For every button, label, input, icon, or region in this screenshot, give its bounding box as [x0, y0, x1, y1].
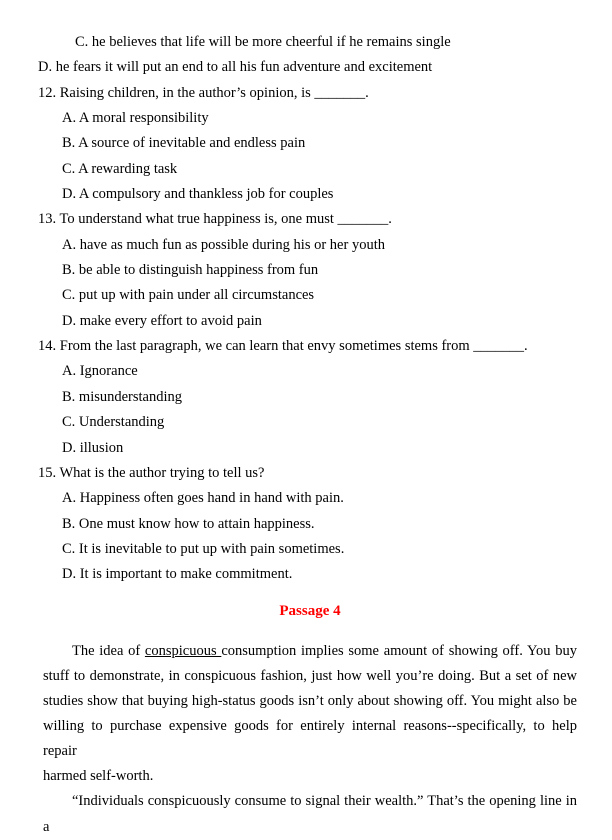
q12-stem: 12. Raising children, in the author’s opinion, is _______. — [38, 84, 369, 101]
passage4-para1-line1 — [43, 639, 577, 664]
q14-option-d: D. illusion — [62, 439, 124, 456]
q12-option-d: D. A compulsory and thankless job for couples — [62, 186, 334, 203]
underlined-word-conspicuous: conspicuous — [144, 642, 222, 659]
q15-option-a: A. Happiness often goes hand in hand with pain. — [62, 490, 344, 507]
passage4-para1-line3: studies show that buying high-status goods isn’t only about showing off. You might also be — [43, 693, 577, 710]
para1-line1-suffix: consumption implies some amount of showing off. You buy — [221, 642, 577, 659]
q13-option-c: C. put up with pain under all circumstances — [62, 287, 315, 304]
q14-option-c: C. Understanding — [62, 414, 165, 431]
q14-stem: 14. From the last paragraph, we can learn that envy sometimes stems from _______. — [38, 338, 528, 355]
q14-option-b: B. misunderstanding — [62, 388, 183, 405]
q12-option-c: C. A rewarding task — [62, 160, 178, 177]
q13-stem: 13. To understand what true happiness is, one must _______. — [38, 211, 392, 228]
passage4-para2-line1: “Individuals conspicuously consume to signal their wealth.” That’s the opening line in a — [43, 793, 577, 835]
q13-option-a: A. have as much fun as possible during his or her youth — [62, 236, 385, 253]
passage4-heading: Passage 4 — [279, 602, 341, 619]
q15-stem: 15. What is the author trying to tell us? — [38, 464, 265, 481]
passage4-para1-line2: stuff to demonstrate, in conspicuous fashion, just how well you’re doing. But a set of new — [43, 668, 577, 684]
passage4-para1-line5: harmed self-worth. — [43, 768, 154, 785]
q12-option-a: A. A moral responsibility — [62, 110, 209, 127]
q12-option-b: B. A source of inevitable and endless pain — [62, 135, 306, 152]
q13-option-b: B. be able to distinguish happiness from fun — [62, 262, 319, 279]
q15-option-d: D. It is important to make commitment. — [62, 566, 293, 583]
q14-option-a: A. Ignorance — [62, 363, 138, 380]
passage4-para1-line4: willing to purchase expensive goods for entirely internal reasons--specifically, to help repair — [43, 718, 577, 760]
q13-option-d: D. make every effort to avoid pain — [62, 312, 262, 329]
q11-option-d: D. he fears it will put an end to all his fun adventure and excitement — [38, 59, 433, 76]
q11-option-c: C. he believes that life will be more cheerful if he remains single — [75, 34, 451, 50]
q15-option-b: B. One must know how to attain happiness. — [62, 515, 315, 532]
para1-line1-prefix: The idea of — [72, 642, 145, 659]
passage4-body — [43, 639, 577, 840]
q15-option-c: C. It is inevitable to put up with pain sometimes. — [62, 540, 345, 557]
